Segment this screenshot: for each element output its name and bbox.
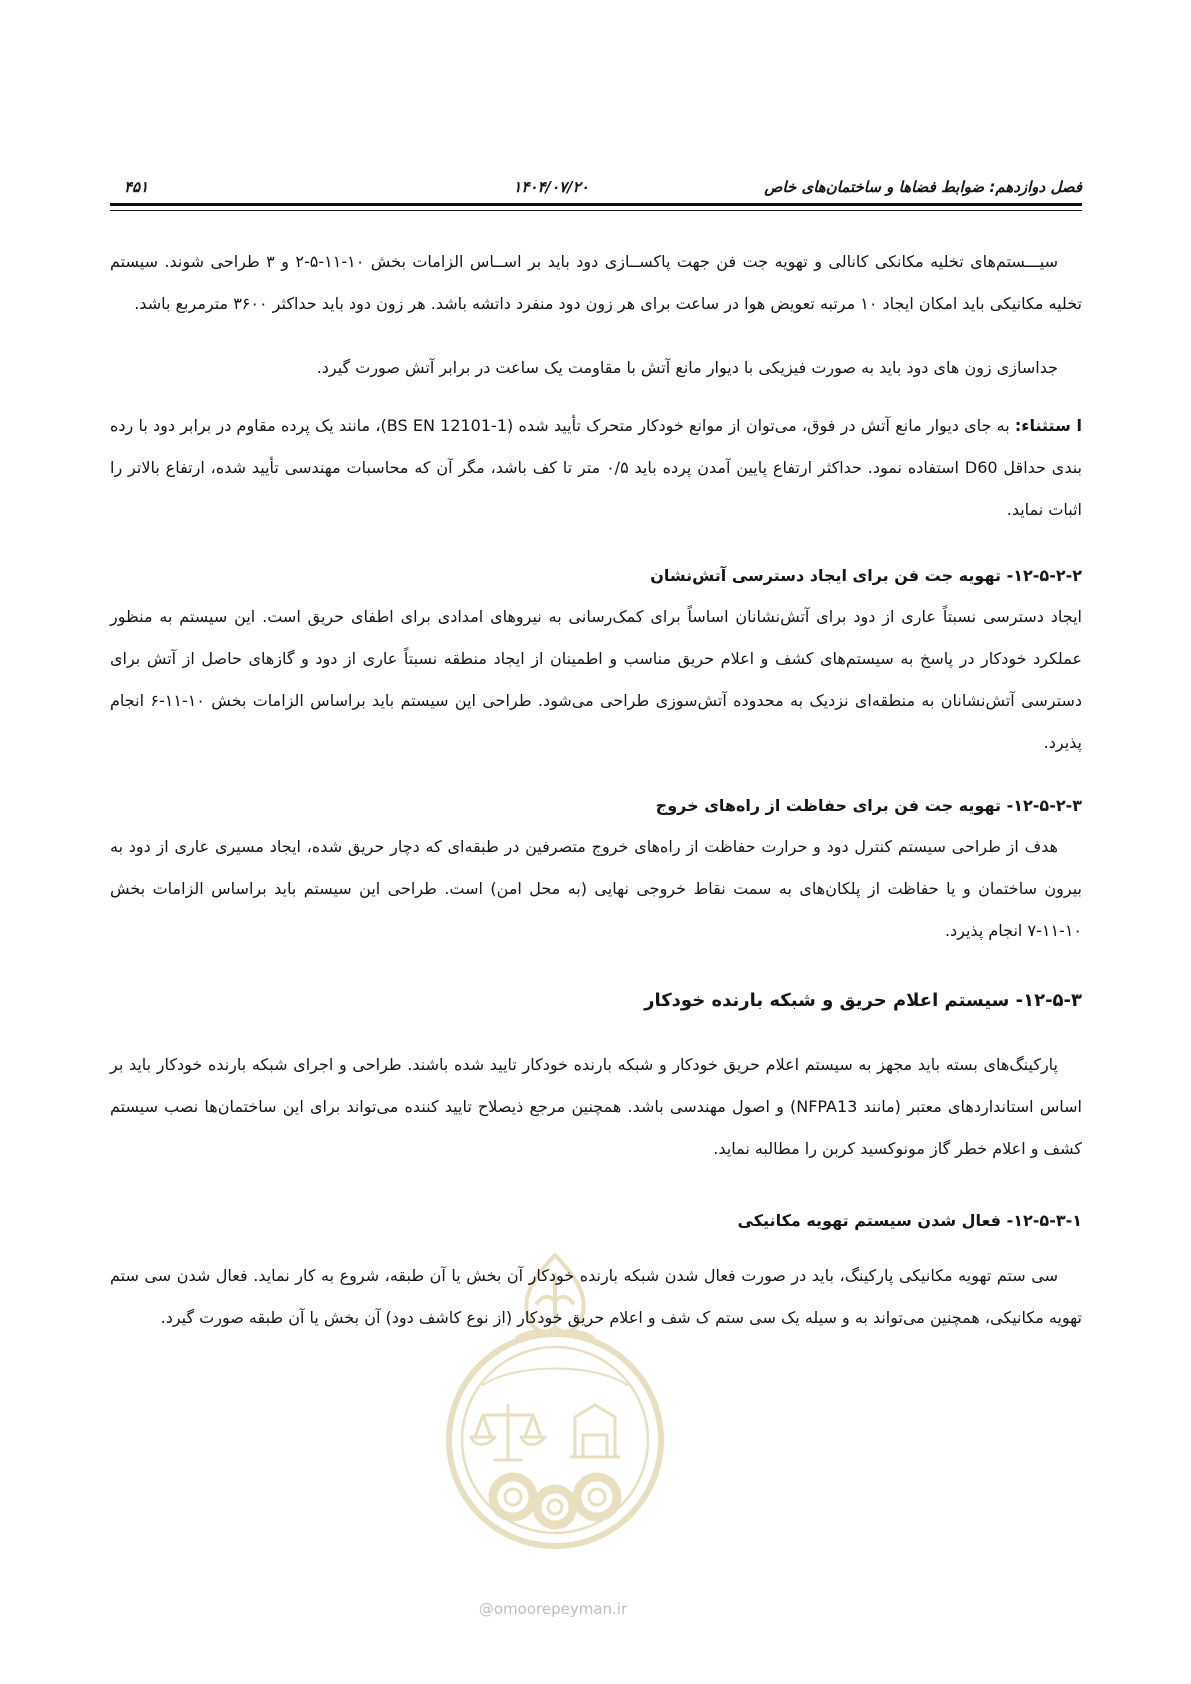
exception-paragraph [110, 405, 1082, 531]
paragraph: هدف از طراحی سیستم کنترل دود و حرارت حفاظت از راه‌های خروج متصرفین در طبقه‌ای که دچار حریق شده، ایجاد مسیری عاری از دود به بیرون ساختمان و یا حفاظت از پلکان‌های به سمت نقاط خروجی نهایی (به محل امن) است. طراحی این سیستم باید براساس الزامات بخش ۱۰-۱۱-۷ انجام پذیرد. [110, 837, 1082, 940]
paragraph: جداسازی زون های دود باید به صورت فیزیکی با دیوار مانع آتش با مقاومت یک ساعت در برابر آتش صورت گیرد. [316, 358, 1058, 377]
chapter-title: فصل دوازدهم: ضوابط فضاها و ساختمان‌های خاص [764, 178, 1082, 196]
exception-label: ا ستثناء: [1014, 416, 1083, 435]
page-number: ۴۵۱ [124, 178, 149, 196]
section-heading: ۱۲-۵-۳-۱- فعال شدن سیستم تهویه مکانیکی [737, 1211, 1082, 1230]
section-heading: ۱۲-۵-۲-۲- تهویه جت فن برای ایجاد دسترسی آتش‌نشان [650, 566, 1082, 585]
gear-icon [577, 1477, 617, 1517]
header-double-rule [110, 203, 1082, 211]
paragraph: ایجاد دسترسی نسبتاً عاری از دود برای آتش‌نشانان اساساً برای کمک‌رسانی به نیروهای امدادی برای اطفای حریق است. این سیستم به منظور عملکرد خودکار در پاسخ به سیستم‌های کشف و اعلام حریق مناسب و اطمینان از ایجاد منطقه نسبتاً عاری از دود و گازهای حاصل از آتش برای دسترسی آتش‌نشانان به منطقه‌ای نزدیک به محدوده آتش‌سوزی طراحی می‌شود. طراحی این سیستم باید براساس الزامات بخش ۱۰-۱۱-۶ انجام پذیرد. [110, 607, 1083, 752]
header-date: ۱۴۰۴/۰۷/۲۰ [513, 178, 589, 196]
exception-text: به جای دیوار مانع آتش در فوق، می‌توان از موانع خودکار متحرک تأیید شده (BS EN 12101-1)، مانند یک پرده مقاوم در برابر دود با رده بندی حداقل D60 استفاده نمود. حداکثر ارتفاع پایین آمدن پرده باید ۰/۵ متر تا کف باشد، مگر آن که محاسبات مهندسی تأیید شده، ارتفاع بالاتر را اثبات نماید. [110, 416, 1083, 519]
gear-icon [493, 1477, 533, 1517]
paragraph: سی ستم تهویه مکانیکی پارکینگ، باید در صورت فعال شدن شبکه بارنده خودکار آن بخش یا آن طبقه، شروع به کار نماید. فعال شدن سی ستم تهویه مکانیکی، همچنین می‌تواند به و سیله یک سی ستم ک شف و اعلام حریق خودکار (از نوع کاشف دود) آن بخش یا آن طبقه صورت گیرد. [110, 1266, 1082, 1327]
section-heading: ۱۲-۵-۳- سیستم اعلام حریق و شبکه بارنده خودکار [644, 990, 1082, 1011]
document-body [110, 241, 1082, 1339]
section-heading: ۱۲-۵-۲-۳- تهویه جت فن برای حفاظت از راه‌های خروج [655, 796, 1082, 815]
gear-icon [537, 1489, 573, 1525]
building-icon [571, 1405, 619, 1457]
scales-icon [471, 1405, 545, 1460]
watermark-url: @omoorepeyman.ir [478, 1600, 628, 1618]
paragraph: پارکینگ‌های بسته باید مجهز به سیستم اعلام حریق خودکار و شبکه بارنده خودکار تایید شده باشند. طراحی و اجرای شبکه بارنده خودکار باید بر اساس استانداردهای معتبر (مانند NFPA13) و اصول مهندسی باشد. همچنین مرجع ذیصلاح تایید کننده می‌تواند برای این ساختمان‌ها نصب سیستم کشف و اعلام خطر گاز مونوکسید کربن را مطالبه نماید. [110, 1055, 1082, 1158]
paragraph: سیـــستم‌های تخلیه مکانکی کانالی و تهویه جت فن جهت پاکســازی دود باید بر اســاس الزامات بخش ۱۰-۱۱-۵-۲ و ۳ طراحی شوند. سیستم تخلیه مکانیکی باید امکان ایجاد ۱۰ مرتبه تعویض هوا در ساعت برای هر زون دود منفرد داتشه باشد. هر زون دود باید حداکثر ۳۶۰۰ مترمربع باشد. [110, 252, 1082, 313]
